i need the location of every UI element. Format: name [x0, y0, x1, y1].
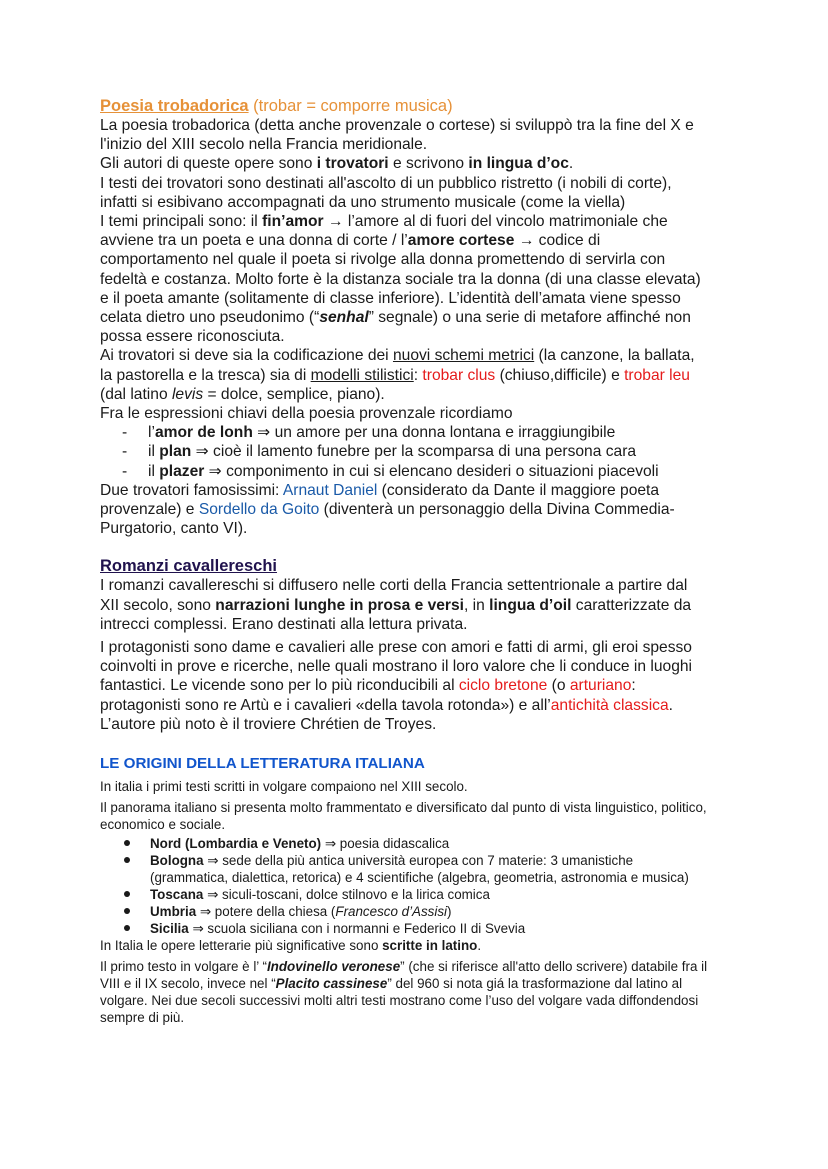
bold-text: Nord (Lombardia e Veneto): [150, 836, 322, 852]
text: ⇒ potere della chiesa (: [196, 904, 336, 920]
bold-text: scritte in latino: [382, 938, 478, 954]
bullet-dot-icon: [124, 908, 130, 914]
text: ⇒ scuola siciliana con i normanni e Federico II di Svevia: [188, 921, 526, 937]
text: caratterizzate da intrecci complessi. Erano destinati alla lettura privata.: [100, 596, 692, 633]
dash-list: [100, 423, 710, 481]
blue-text: Arnaut Daniel: [282, 481, 378, 499]
text: : protagonisti sono re Artù e i cavalieri «della tavola rotonda») e all’: [100, 677, 636, 714]
list-item: [100, 462, 710, 481]
text: (la canzone, la ballata, la pastorella e la tresca) sia di: [100, 347, 695, 384]
text: Ai trovatori si deve sia la codificazione dei: [100, 347, 393, 365]
paragraph: [100, 638, 710, 734]
bold-text: lingua d’oil: [489, 596, 572, 614]
bold-italic-text: senhal: [319, 309, 369, 327]
bullet-dot-icon: [124, 925, 130, 931]
text: I temi principali sono: il: [100, 213, 263, 231]
bold-text: in lingua d’oc: [468, 155, 569, 173]
text: (diventerà un personaggio della Divina Commedia- Purgatorio, canto VI).: [100, 501, 675, 538]
section-poesia-trobadorica: [100, 96, 710, 538]
text: ): [447, 904, 452, 920]
bold-text: plan: [159, 443, 192, 461]
list-item: [100, 442, 710, 461]
text: → codice di comportamento nel quale il poeta si rivolge alla donna promettendo di servirla con fedeltà e costanza. Molto forte è la distanza sociale tra la donna (di una classe elevata) e il poeta amante (solitamente di classe inferiore). L’identità dell’amata viene spesso celata dietro uno pseudonimo (“: [100, 232, 701, 327]
list-item: [100, 423, 710, 442]
text: I protagonisti sono dame e cavalieri alle prese con amori e fatti di armi, gli eroi spesso coinvolti in prove e ricerche, nelle quali mostrano il loro valore che li conduce in luoghi fantastici. Le vicende sono per lo più riconducibili al: [100, 639, 693, 695]
underlined-text: modelli stilistici: [310, 366, 414, 384]
bold-text: Toscana: [150, 887, 204, 903]
text: ” (che si riferisce all'atto dello scrivere) databile fra il VIII e il IX secolo, invece nel “: [100, 959, 708, 992]
bold-text: narrazioni lunghe in prosa e versi: [215, 596, 464, 614]
text: (o: [547, 677, 570, 695]
text: Il primo testo in volgare è l’ “: [100, 959, 267, 975]
text: → l’amore al di fuori del vincolo matrimoniale che avviene tra un poeta e una donna di corte / l’: [100, 213, 668, 250]
red-text: trobar clus: [422, 366, 496, 384]
list-item: [100, 852, 710, 886]
bullet-dot-icon: [124, 891, 130, 897]
text: Gli autori di queste opere sono: [100, 155, 317, 173]
italic-text: levis: [171, 385, 204, 403]
paragraph: Fra le espressioni chiavi della poesia provenzale ricordiamo: [100, 405, 513, 423]
list-item: [100, 835, 710, 852]
text: La poesia trobadorica (detta anche provenzale o cortese) si sviluppò tra la fine del X e l'inizio del XIII secolo nella Francia meridionale.: [100, 117, 694, 154]
bullet-list: [100, 835, 710, 937]
text: ” del 960 si nota giá la trasformazione dal latino al volgare. Nei due secoli successivi molti altri testi mostrano come l’uso del volgare vada diffondendosi sempre di più.: [100, 976, 699, 1026]
text: il: [148, 462, 160, 480]
bold-text: Sicilia: [150, 921, 189, 937]
underlined-text: nuovi schemi metrici: [392, 347, 535, 365]
red-text: ciclo bretone: [458, 677, 548, 695]
text: il: [148, 443, 160, 461]
section-title-text: Poesia trobadorica: [100, 97, 249, 115]
paragraph: [100, 937, 710, 954]
paragraph: I testi dei trovatori sono destinati all'ascolto di un pubblico ristretto (i nobili di corte), infatti si esibivano accompagnati da uno strumento musicale (come la viella): [100, 174, 672, 211]
paragraph: [100, 116, 710, 154]
bullet-dot-icon: [124, 857, 130, 863]
red-text: arturiano: [569, 677, 632, 695]
bold-italic-text: Placito cassinese: [275, 976, 388, 992]
dash-marker: -: [122, 424, 128, 442]
text: . L’autore più noto è il troviere Chrétien de Troyes.: [100, 696, 673, 733]
text: = dolce, semplice, piano).: [203, 385, 385, 403]
text: , in: [464, 596, 490, 614]
text: (considerato da Dante il maggiore poeta provenzale) e: [100, 481, 660, 519]
text: In Italia le opere letterarie più significative sono: [100, 938, 383, 954]
section-title-subtitle: (trobar = comporre musica): [248, 97, 453, 115]
section-title: Romanzi cavallereschi: [100, 557, 278, 576]
text: l’: [148, 424, 155, 442]
section-title: LE ORIGINI DELLA LETTERATURA ITALIANA: [100, 755, 425, 773]
list-item: [100, 886, 710, 903]
bold-text: fin’amor: [262, 213, 324, 231]
red-text: trobar leu: [624, 366, 690, 384]
text: ⇒ sede della più antica università europea con 7 materie: 3 umanistiche (grammatica, dialettica, retorica) e 4 scientifiche (algebra, geometria, astronomia e musica): [150, 853, 689, 886]
text: .: [477, 938, 482, 954]
bold-text: amore cortese: [407, 232, 515, 250]
bold-text: i trovatori: [316, 155, 389, 173]
bold-text: Bologna: [150, 853, 204, 869]
section-origini-letteratura: [100, 754, 710, 1026]
italic-text: Francesco d’Assisi: [335, 904, 448, 920]
paragraph: [100, 958, 710, 1026]
text: :: [413, 366, 423, 384]
section-title: [100, 96, 710, 116]
section-romanzi-cavallereschi: [100, 556, 710, 734]
text: .: [568, 155, 574, 173]
blue-text: Sordello da Goito: [198, 501, 320, 519]
text: e scrivono: [388, 155, 469, 173]
text: ⇒ un amore per una donna lontana e irraggiungibile: [252, 424, 616, 442]
red-text: antichità classica: [550, 696, 669, 714]
text: I romanzi cavallereschi si diffusero nelle corti della Francia settentrionale a partire dal XII secolo, sono: [100, 577, 688, 614]
dash-marker: -: [122, 443, 128, 461]
list-item: [100, 920, 710, 937]
paragraph: [100, 481, 710, 539]
bold-text: amor de lonh: [154, 424, 253, 442]
text: ” segnale) o una serie di metafore affinché non possa essere riconosciuta.: [100, 309, 691, 346]
text: (dal latino: [100, 385, 172, 403]
bold-text: Umbria: [150, 904, 197, 920]
paragraph: In italia i primi testi scritti in volgare compaiono nel XIII secolo.: [100, 779, 468, 795]
text: ⇒ poesia didascalica: [321, 836, 450, 852]
paragraph: Il panorama italiano si presenta molto frammentato e diversificato dal punto di vista linguistico, politico, economico e sociale.: [100, 800, 707, 833]
text: ⇒ componimento in cui si elencano desideri o situazioni piacevoli: [204, 462, 659, 480]
document-page: [100, 96, 710, 1026]
bold-text: plazer: [159, 462, 205, 480]
text: ⇒ siculi-toscani, dolce stilnovo e la lirica comica: [203, 887, 490, 903]
paragraph: [100, 154, 710, 173]
dash-marker: -: [122, 462, 128, 480]
list-item: [100, 903, 710, 920]
bullet-dot-icon: [124, 840, 130, 846]
text: (chiuso,difficile) e: [495, 366, 625, 384]
paragraph: [100, 576, 710, 634]
bold-italic-text: Indovinello veronese: [266, 959, 401, 975]
text: ⇒ cioè il lamento funebre per la scomparsa di una persona cara: [191, 443, 637, 461]
paragraph: [100, 212, 710, 346]
text: Due trovatori famosissimi:: [100, 481, 283, 499]
paragraph: [100, 346, 710, 404]
